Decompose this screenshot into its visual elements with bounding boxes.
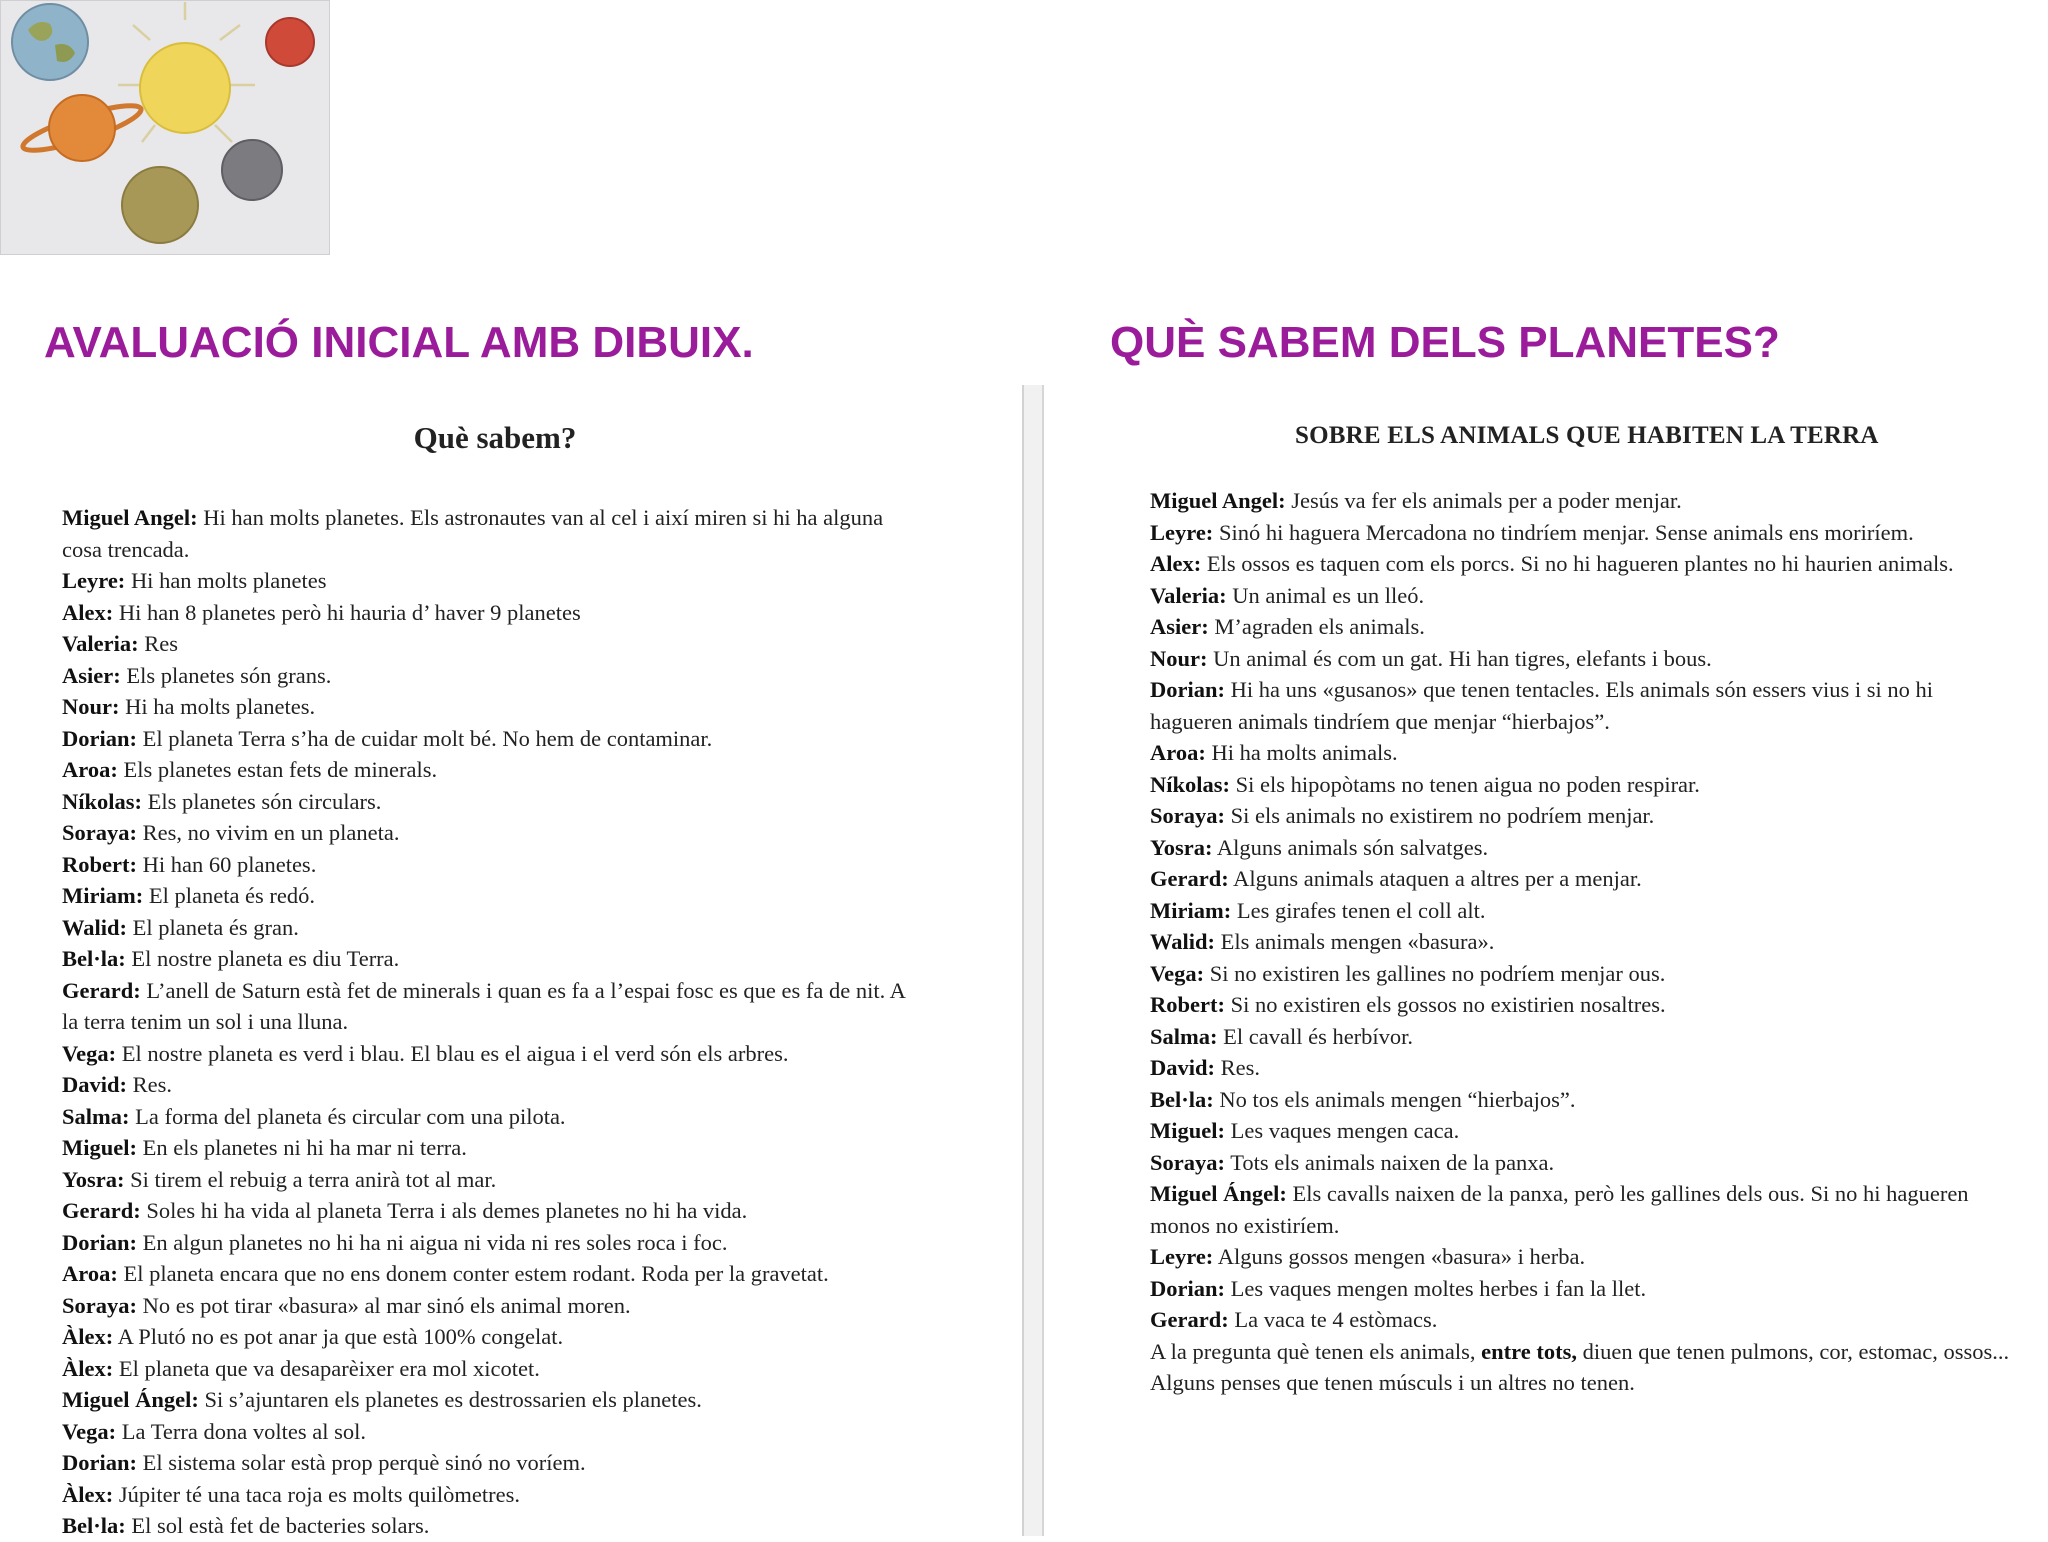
- dialog-entry: [1150, 1178, 2010, 1241]
- speaker-name: Miguel Angel:: [62, 505, 198, 530]
- speaker-name: Leyre:: [1150, 1244, 1214, 1269]
- dialog-entry: [1150, 1084, 2010, 1116]
- speaker-name: Valeria:: [1150, 582, 1227, 608]
- dialog-entry: [1150, 926, 2010, 958]
- dialog-entry: [62, 1258, 922, 1290]
- dialog-entry: [62, 1384, 922, 1416]
- dialog-entry: [62, 660, 922, 692]
- speaker-statement: A Plutó no es pot anar ja que està 100% congelat.: [113, 1324, 564, 1349]
- speaker-name: Vega:: [62, 1040, 117, 1066]
- speaker-name: Vega:: [62, 1418, 117, 1444]
- dialog-entry: [62, 1510, 922, 1542]
- speaker-name: Gerard:: [1150, 866, 1229, 891]
- dialog-entry: [1150, 1273, 2010, 1305]
- speaker-name: Vega:: [1150, 960, 1205, 986]
- column-divider: [1022, 385, 1044, 1536]
- dialog-entry: [1150, 895, 2010, 927]
- dialog-entry: [1150, 580, 2010, 612]
- speaker-statement: Hi ha molts planetes.: [119, 694, 316, 719]
- speaker-statement: Hi han 8 planetes però hi hauria d’ haver 9 planetes: [113, 599, 581, 625]
- speaker-statement: El nostre planeta es verd i blau. El blau es el aigua i el verd són els arbres.: [116, 1040, 789, 1066]
- speaker-statement: En els planetes ni hi ha mar ni terra.: [136, 1135, 467, 1160]
- speaker-statement: El planeta que va desaparèixer era mol xicotet.: [113, 1355, 540, 1381]
- dialog-entry: [62, 1164, 922, 1196]
- speaker-name: Alex:: [1150, 551, 1202, 576]
- speaker-name: Àlex:: [62, 1355, 114, 1381]
- speaker-statement: Les vaques mengen caca.: [1224, 1118, 1460, 1143]
- speaker-statement: Res, no vivim en un planeta.: [137, 820, 400, 845]
- speaker-name: David:: [1150, 1055, 1216, 1080]
- dialog-entry: [62, 502, 922, 565]
- speaker-name: Miriam:: [1150, 897, 1232, 923]
- speaker-statement: El planeta és redó.: [143, 883, 316, 908]
- left-dialog-list: [62, 502, 922, 1542]
- dialog-entry: [62, 597, 922, 629]
- speaker-statement: Júpiter té una taca roja es molts quilòmetres.: [113, 1481, 520, 1507]
- dialog-entry: [62, 1195, 922, 1227]
- right-dialog-list: [1150, 485, 2010, 1399]
- dialog-entry: [1150, 1147, 2010, 1179]
- speaker-statement: Les vaques mengen moltes herbes i fan la llet.: [1225, 1275, 1647, 1301]
- dialog-entry: [1150, 989, 2010, 1021]
- speaker-statement: Els planetes són circulars.: [142, 788, 382, 814]
- gray-planet-icon: [222, 140, 282, 200]
- speaker-name: Bel·la:: [1150, 1086, 1214, 1112]
- speaker-name: Gerard:: [62, 977, 141, 1003]
- speaker-statement: Si tirem el rebuig a terra anirà tot al mar.: [124, 1166, 497, 1192]
- closing-paragraph: [1150, 1336, 2010, 1399]
- speaker-statement: Alguns animals són salvatges.: [1212, 834, 1489, 860]
- dialog-entry: [1150, 1021, 2010, 1053]
- dialog-entry: [1150, 769, 2010, 801]
- speaker-statement: Si s’ajuntaren els planetes es destrossarien els planetes.: [198, 1387, 702, 1412]
- speaker-name: Nour:: [1150, 645, 1208, 671]
- speaker-name: Asier:: [1150, 614, 1209, 639]
- dialog-entry: [62, 1416, 922, 1448]
- speaker-statement: La forma del planeta és circular com una pilota.: [129, 1103, 566, 1129]
- speaker-statement: Soles hi ha vida al planeta Terra i als demes planetes no hi ha vida.: [140, 1198, 748, 1223]
- dialog-entry: [1150, 832, 2010, 864]
- speaker-name: Miguel:: [1150, 1118, 1225, 1143]
- speaker-name: Soraya:: [1150, 803, 1225, 828]
- dialog-entry: [1150, 800, 2010, 832]
- dialog-entry: [62, 691, 922, 723]
- speaker-statement: Hi han molts planetes: [125, 568, 327, 593]
- speaker-name: Robert:: [62, 851, 137, 877]
- speaker-statement: En algun planetes no hi ha ni aigua ni vida ni res soles roca i foc.: [137, 1229, 728, 1255]
- dialog-entry: [62, 912, 922, 944]
- speaker-statement: El planeta és gran.: [127, 914, 299, 940]
- speaker-name: Asier:: [62, 662, 121, 688]
- speaker-name: Miguel Angel:: [1150, 488, 1286, 513]
- speaker-name: Yosra:: [1150, 834, 1213, 860]
- dialog-entry: [62, 1038, 922, 1070]
- earth-planet-icon: [12, 4, 88, 80]
- speaker-name: Leyre:: [1150, 519, 1214, 545]
- dialog-entry: [62, 943, 922, 975]
- speaker-name: Bel·la:: [62, 946, 126, 971]
- dialog-entry: [62, 1321, 922, 1353]
- speaker-name: Dorian:: [1150, 677, 1225, 702]
- speaker-statement: El planeta Terra s’ha de cuidar molt bé. No hem de contaminar.: [137, 725, 713, 751]
- dialog-entry: [1150, 517, 2010, 549]
- speaker-statement: No es pot tirar «basura» al mar sinó els animal moren.: [137, 1292, 631, 1318]
- speaker-name: Níkolas:: [1150, 771, 1231, 797]
- dialog-entry: [62, 1447, 922, 1479]
- dialog-entry: [62, 723, 922, 755]
- dialog-entry: [1150, 485, 2010, 517]
- speaker-statement: M’agraden els animals.: [1208, 614, 1425, 639]
- speaker-name: Alex:: [62, 599, 114, 625]
- speaker-name: Àlex:: [62, 1481, 114, 1507]
- speaker-statement: Si els animals no existirem no podríem menjar.: [1225, 803, 1655, 828]
- right-section-heading: QUÈ SABEM DELS PLANETES?: [1110, 318, 1780, 367]
- speaker-name: Salma:: [62, 1103, 130, 1129]
- speaker-statement: Res: [138, 631, 179, 656]
- dialog-entry: [1150, 1052, 2010, 1084]
- speaker-statement: Els planetes són grans.: [120, 662, 332, 688]
- speaker-name: Gerard:: [62, 1198, 141, 1223]
- speaker-name: Bel·la:: [62, 1513, 126, 1538]
- dialog-entry: [62, 849, 922, 881]
- speaker-statement: L’anell de Saturn està fet de minerals i quan es fa a l’espai fosc es que es fa de nit. A la terra tenim un sol i una lluna.: [62, 977, 905, 1034]
- speaker-statement: El planeta encara que no ens donem conter estem rodant. Roda per la gravetat.: [117, 1261, 829, 1286]
- speaker-name: Dorian:: [62, 1450, 137, 1475]
- speaker-statement: Hi han molts planetes. Els astronautes van al cel i així miren si hi ha alguna cosa trencada.: [62, 505, 884, 562]
- dialog-entry: [62, 1069, 922, 1101]
- red-planet-icon: [266, 18, 314, 66]
- dialog-entry: [62, 1290, 922, 1322]
- speaker-name: Dorian:: [62, 1229, 137, 1255]
- speaker-statement: Hi ha molts animals.: [1205, 740, 1398, 765]
- closing-after: diuen que tenen pulmons, cor, estomac, ossos... Alguns penses que tenen músculs i un altres no tenen.: [1150, 1338, 2010, 1395]
- dialog-entry: [62, 1101, 922, 1133]
- speaker-name: Soraya:: [1150, 1149, 1225, 1175]
- left-section-heading: AVALUACIÓ INICIAL AMB DIBUIX.: [44, 318, 754, 367]
- speaker-name: David:: [62, 1072, 128, 1097]
- speaker-statement: Les girafes tenen el coll alt.: [1231, 897, 1486, 923]
- speaker-statement: Un animal és com un gat. Hi han tigres, elefants i bous.: [1207, 645, 1712, 671]
- dialog-entry: [62, 817, 922, 849]
- dialog-entry: [1150, 674, 2010, 737]
- speaker-statement: La vaca te 4 estòmacs.: [1228, 1307, 1438, 1332]
- speaker-statement: El cavall és herbívor.: [1217, 1023, 1414, 1049]
- speaker-statement: Sinó hi haguera Mercadona no tindríem menjar. Sense animals ens moriríem.: [1213, 519, 1914, 545]
- dialog-entry: [1150, 737, 2010, 769]
- speaker-name: Miguel:: [62, 1135, 137, 1160]
- speaker-name: Aroa:: [62, 757, 118, 782]
- dialog-entry: [62, 754, 922, 786]
- speaker-statement: Si no existiren els gossos no existirien nosaltres.: [1224, 992, 1666, 1017]
- dialog-entry: [62, 628, 922, 660]
- speaker-statement: El sol està fet de bacteries solars.: [125, 1513, 430, 1538]
- speaker-statement: Si els hipopòtams no tenen aigua no poden respirar.: [1230, 771, 1700, 797]
- speaker-statement: Els planetes estan fets de minerals.: [117, 757, 438, 782]
- speaker-name: Yosra:: [62, 1166, 125, 1192]
- speaker-name: Robert:: [1150, 992, 1225, 1017]
- speaker-name: Miriam:: [62, 883, 144, 908]
- speaker-name: Soraya:: [62, 820, 137, 845]
- speaker-statement: Hi han 60 planetes.: [136, 851, 317, 877]
- speaker-statement: Hi ha uns «gusanos» que tenen tentacles. Els animals són essers vius i si no hi hagueren animals tindríem que menjar “hierbajos”.: [1150, 677, 1934, 734]
- speaker-name: Nour:: [62, 694, 120, 719]
- speaker-statement: Tots els animals naixen de la panxa.: [1225, 1149, 1555, 1175]
- left-document-title: Què sabem?: [413, 420, 577, 455]
- speaker-name: Aroa:: [1150, 740, 1206, 765]
- dialog-entry: [62, 975, 922, 1038]
- speaker-name: Walid:: [1150, 929, 1216, 954]
- dialog-entry: [62, 565, 922, 597]
- dialog-entry: [62, 1132, 922, 1164]
- dialog-entry: [62, 786, 922, 818]
- dialog-entry: [1150, 958, 2010, 990]
- speaker-statement: La Terra dona voltes al sol.: [116, 1418, 366, 1444]
- speaker-name: Àlex:: [62, 1324, 114, 1349]
- dialog-entry: [1150, 611, 2010, 643]
- dialog-entry: [1150, 1115, 2010, 1147]
- dialog-entry: [62, 880, 922, 912]
- speaker-name: Miguel Ángel:: [62, 1387, 199, 1412]
- dialog-entry: [62, 1479, 922, 1511]
- olive-planet-icon: [122, 167, 198, 243]
- closing-before: A la pregunta què tenen els animals,: [1150, 1338, 1482, 1364]
- closing-bold: entre tots,: [1481, 1338, 1577, 1364]
- speaker-statement: Alguns gossos mengen «basura» i herba.: [1213, 1244, 1586, 1269]
- dialog-entry: [1150, 548, 2010, 580]
- speaker-name: Soraya:: [62, 1292, 137, 1318]
- planets-drawing-image: [0, 0, 330, 255]
- speaker-statement: Res.: [1215, 1055, 1261, 1080]
- speaker-name: Dorian:: [62, 725, 137, 751]
- dialog-entry: [1150, 1241, 2010, 1273]
- speaker-name: Valeria:: [62, 631, 139, 656]
- speaker-statement: Els animals mengen «basura».: [1215, 929, 1495, 954]
- speaker-statement: Alguns animals ataquen a altres per a menjar.: [1228, 866, 1642, 891]
- speaker-statement: El sistema solar està prop perquè sinó no voríem.: [137, 1450, 586, 1475]
- speaker-name: Salma:: [1150, 1023, 1218, 1049]
- speaker-statement: El nostre planeta es diu Terra.: [125, 946, 400, 971]
- right-document-title: SOBRE ELS ANIMALS QUE HABITEN LA TERRA: [1295, 422, 1879, 449]
- dialog-entry: [1150, 643, 2010, 675]
- speaker-statement: Jesús va fer els animals per a poder menjar.: [1285, 488, 1682, 513]
- speaker-name: Gerard:: [1150, 1307, 1229, 1332]
- speaker-name: Dorian:: [1150, 1275, 1225, 1301]
- dialog-entry: [1150, 1304, 2010, 1336]
- speaker-name: Walid:: [62, 914, 128, 940]
- dialog-entry: [1150, 863, 2010, 895]
- dialog-entry: [62, 1227, 922, 1259]
- speaker-statement: No tos els animals mengen “hierbajos”.: [1213, 1086, 1576, 1112]
- speaker-name: Miguel Ángel:: [1150, 1181, 1287, 1206]
- speaker-statement: Un animal es un lleó.: [1226, 582, 1425, 608]
- speaker-statement: Els ossos es taquen com els porcs. Si no hi hagueren plantes no hi haurien animals.: [1201, 551, 1954, 576]
- dialog-entry: [62, 1353, 922, 1385]
- speaker-statement: Els cavalls naixen de la panxa, però les gallines dels ous. Si no hi hagueren monos no existiríem.: [1150, 1181, 1969, 1238]
- speaker-statement: Res.: [127, 1072, 173, 1097]
- speaker-statement: Si no existiren les gallines no podríem menjar ous.: [1204, 960, 1666, 986]
- speaker-name: Níkolas:: [62, 788, 143, 814]
- speaker-name: Aroa:: [62, 1261, 118, 1286]
- speaker-name: Leyre:: [62, 568, 126, 593]
